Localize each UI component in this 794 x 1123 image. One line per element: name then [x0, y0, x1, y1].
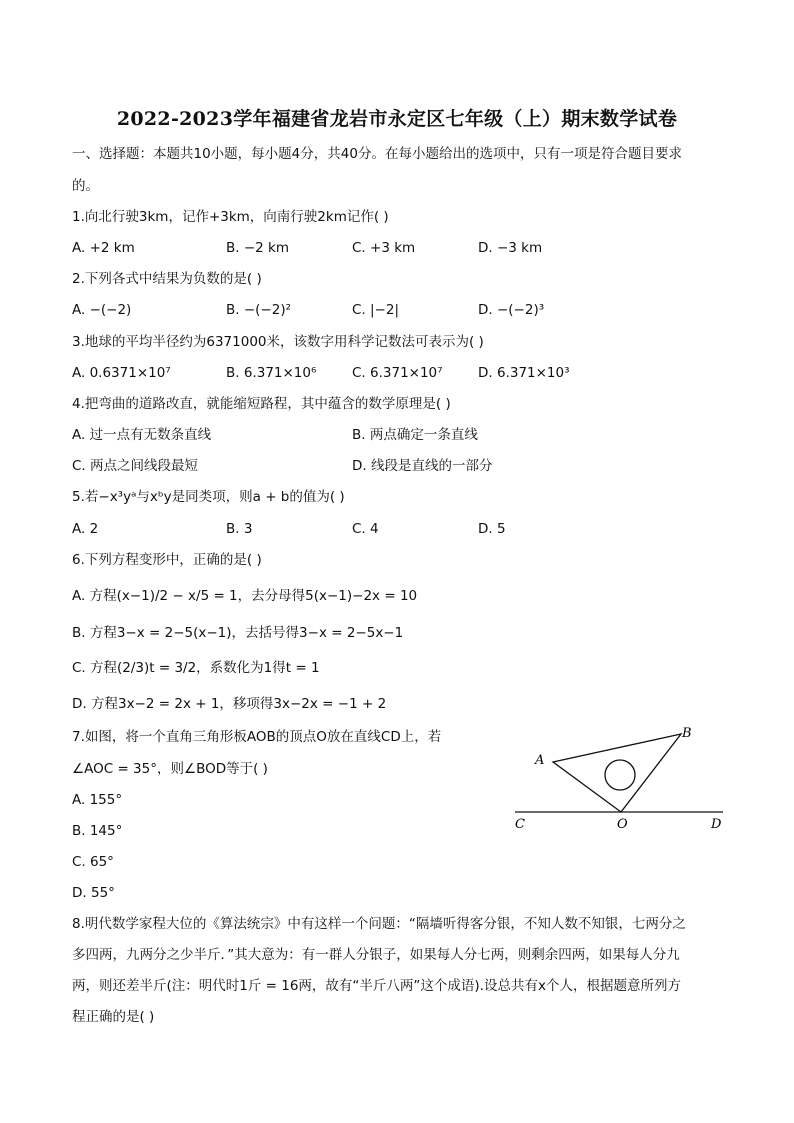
question-7-option-b: B. 145° [72, 823, 123, 839]
question-3-option-b: B. 6.371×10⁶ [226, 365, 317, 381]
question-2-option-b: B. −(−2)² [226, 302, 292, 318]
question-7-stem-line1: 7.如图，将一个直角三角形板AOB的顶点O放在直线CD上，若 [72, 729, 442, 745]
label-b: B [682, 726, 692, 741]
label-c: C [515, 817, 525, 832]
question-4-option-a: A. 过一点有无数条直线 [72, 427, 212, 443]
question-3-option-d: D. 6.371×10³ [478, 365, 570, 381]
question-2-option-d: D. −(−2)³ [478, 302, 545, 318]
question-6-option-a: A. 方程(x−1)/2 − x/5 = 1，去分母得5(x−1)−2x = 10 [72, 588, 418, 604]
question-8-line3: 两，则还差半斤(注：明代时1斤 = 16两，故有“半斤八两”这个成语).设总共有x个人，根据题意所列方 [72, 978, 681, 994]
question-5-option-d: D. 5 [478, 521, 506, 537]
question-2-option-a: A. −(−2) [72, 302, 132, 318]
question-1-option-b: B. −2 km [226, 240, 290, 256]
question-1-option-a: A. +2 km [72, 240, 135, 256]
question-8-line4: 程正确的是( ) [72, 1009, 155, 1025]
question-8-line1: 8.明代数学家程大位的《算法统宗》中有这样一个问题：“隔墙听得客分银，不知人数不知银，七两分之 [72, 916, 686, 932]
question-4-option-b: B. 两点确定一条直线 [352, 427, 478, 443]
question-5-option-a: A. 2 [72, 521, 99, 537]
question-4-option-c: C. 两点之间线段最短 [72, 458, 199, 474]
exam-title: 2022-2023学年福建省龙岩市永定区七年级（上）期末数学试卷 [116, 108, 678, 130]
question-6-stem: 6.下列方程变形中，正确的是( ) [72, 552, 262, 568]
question-3-option-c: C. 6.371×10⁷ [352, 365, 443, 381]
label-o: O [617, 817, 628, 832]
question-2-stem: 2.下列各式中结果为负数的是( ) [72, 271, 262, 287]
question-1-stem: 1.向北行驶3km，记作+3km，向南行驶2km记作( ) [72, 209, 389, 225]
question-6-option-d: D. 方程3x−2 = 2x + 1，移项得3x−2x = −1 + 2 [72, 696, 387, 712]
question-3-option-a: A. 0.6371×10⁷ [72, 365, 171, 381]
question-5-option-b: B. 3 [226, 521, 253, 537]
label-d: D [711, 817, 722, 832]
question-7-option-c: C. 65° [72, 854, 114, 870]
question-6-option-b: B. 方程3−x = 2−5(x−1)，去括号得3−x = 2−5x−1 [72, 625, 404, 641]
question-1-option-c: C. +3 km [352, 240, 416, 256]
question-2-option-c: C. |−2| [352, 302, 400, 318]
question-6-option-c: C. 方程(2/3)t = 3/2，系数化为1得t = 1 [72, 660, 320, 676]
question-5-option-c: C. 4 [352, 521, 379, 537]
question-3-stem: 3.地球的平均半径约为6371000米，该数字用科学记数法可表示为( ) [72, 334, 484, 350]
section-instructions-line1: 一、选择题：本题共10小题，每小题4分，共40分。在每小题给出的选项中，只有一项是符合题目要求 [72, 146, 682, 162]
question-7-figure [505, 720, 735, 840]
triangle-aob [553, 734, 681, 812]
question-5-stem: 5.若−x³yᵃ与xᵇy是同类项，则a + b的值为( ) [72, 489, 345, 505]
label-a: A [535, 753, 545, 768]
section-instructions-line2: 的。 [72, 178, 99, 194]
question-7-option-a: A. 155° [72, 792, 123, 808]
question-7-stem-line2: ∠AOC = 35°，则∠BOD等于( ) [72, 761, 268, 777]
triangle-hole [605, 760, 635, 790]
question-1-option-d: D. −3 km [478, 240, 543, 256]
question-4-stem: 4.把弯曲的道路改直，就能缩短路程，其中蕴含的数学原理是( ) [72, 396, 451, 412]
question-8-line2: 多四两，九两分之少半斤．”其大意为：有一群人分银子，如果每人分七两，则剩余四两，如果每人分九 [72, 947, 680, 963]
question-7-option-d: D. 55° [72, 885, 115, 901]
question-4-option-d: D. 线段是直线的一部分 [352, 458, 493, 474]
